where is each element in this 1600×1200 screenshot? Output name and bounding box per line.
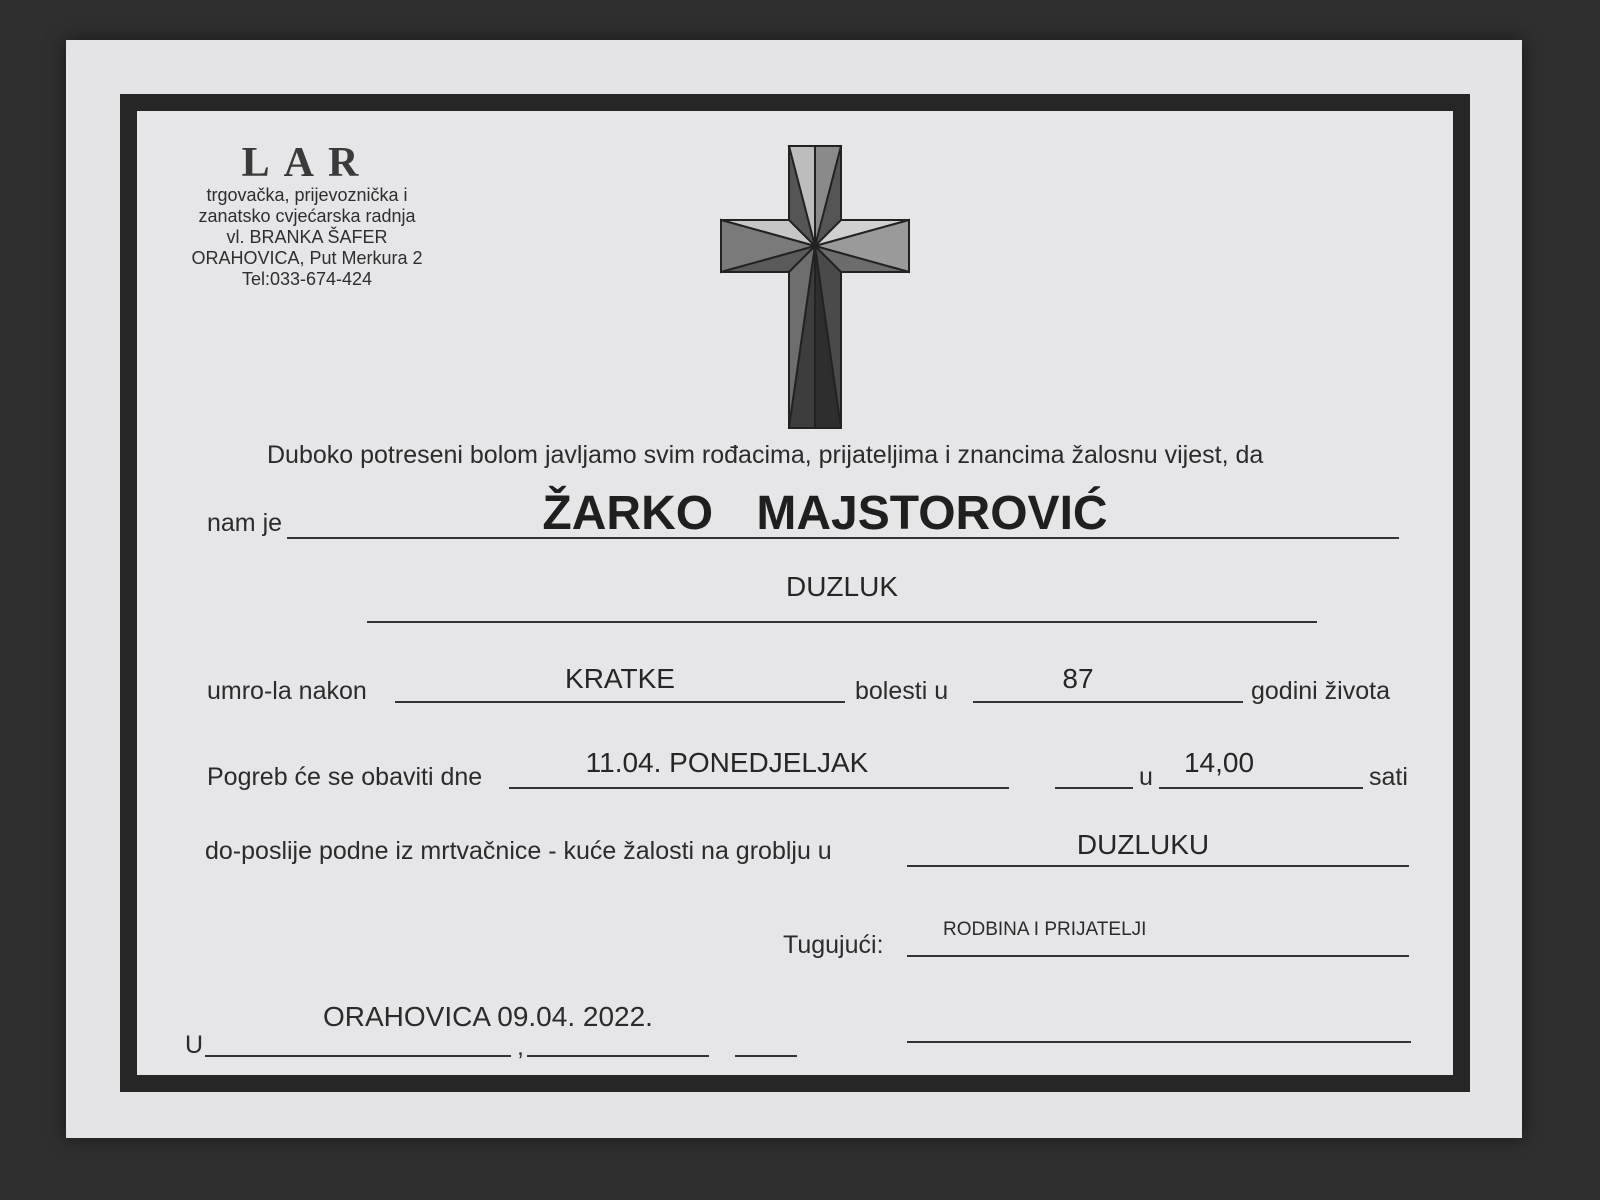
godini-label: godini života	[1251, 677, 1390, 705]
pogreb-label: Pogreb će se obaviti dne	[207, 763, 483, 791]
mourners-value: RODBINA I PRIJATELJI	[943, 919, 1147, 940]
company-line-5: Tel:033-674-424	[241, 269, 373, 289]
place-of-origin: DUZLUK	[785, 571, 898, 602]
nam-je-label: nam je	[207, 509, 283, 537]
mourners-label: Tugujući:	[783, 931, 884, 959]
cemetery-name: DUZLUKU	[1076, 829, 1210, 860]
company-line-1: trgovačka, prijevoznička i	[206, 185, 408, 205]
u-label: u	[1139, 763, 1153, 791]
place-date-underline-1	[205, 1055, 511, 1057]
place-date-underline-2	[527, 1055, 709, 1057]
obituary-frame	[120, 94, 1470, 1092]
from-label: do-poslije podne iz mrtvačnice - kuće žalosti na groblju u	[205, 837, 832, 865]
bolesti-label: bolesti u	[855, 677, 949, 705]
comma-separator: ,	[517, 1033, 524, 1061]
paper-sheet	[66, 40, 1522, 1138]
sati-label: sati	[1369, 763, 1408, 791]
age-value: 87	[1062, 663, 1094, 694]
illness-type: KRATKE	[565, 663, 675, 694]
deceased-name: ŽARKO MAJSTOROVIĆ	[542, 487, 1108, 540]
age-underline	[973, 701, 1243, 703]
place-label: U	[185, 1031, 204, 1059]
company-line-3: vl. BRANKA ŠAFER	[226, 227, 388, 247]
cemetery-underline	[907, 865, 1409, 867]
company-logo-mark: LAR	[241, 140, 373, 186]
funeral-time: 14,00	[1183, 747, 1255, 778]
place-date: ORAHOVICA 09.04. 2022.	[323, 1001, 653, 1032]
time-underline	[1159, 787, 1363, 789]
umro-label: umro-la nakon	[207, 677, 367, 705]
illness-underline	[395, 701, 845, 703]
cross-icon	[719, 144, 915, 430]
signature-underline	[907, 1041, 1411, 1043]
company-logo-block	[157, 141, 457, 290]
date-underline	[509, 787, 1009, 789]
funeral-date: 11.04. PONEDJELJAK	[585, 747, 869, 778]
company-line-2: zanatsko cvjećarska radnja	[198, 206, 416, 226]
company-line-4: ORAHOVICA, Put Merkura 2	[191, 248, 423, 268]
intro-text: Duboko potreseni bolom javljamo svim rođacima, prijateljima i znancima žalosnu vijest, da	[267, 441, 1264, 469]
extra-underline	[1055, 787, 1133, 789]
place-underline	[367, 621, 1317, 623]
place-date-underline-3	[735, 1055, 797, 1057]
mourners-underline	[907, 955, 1409, 957]
